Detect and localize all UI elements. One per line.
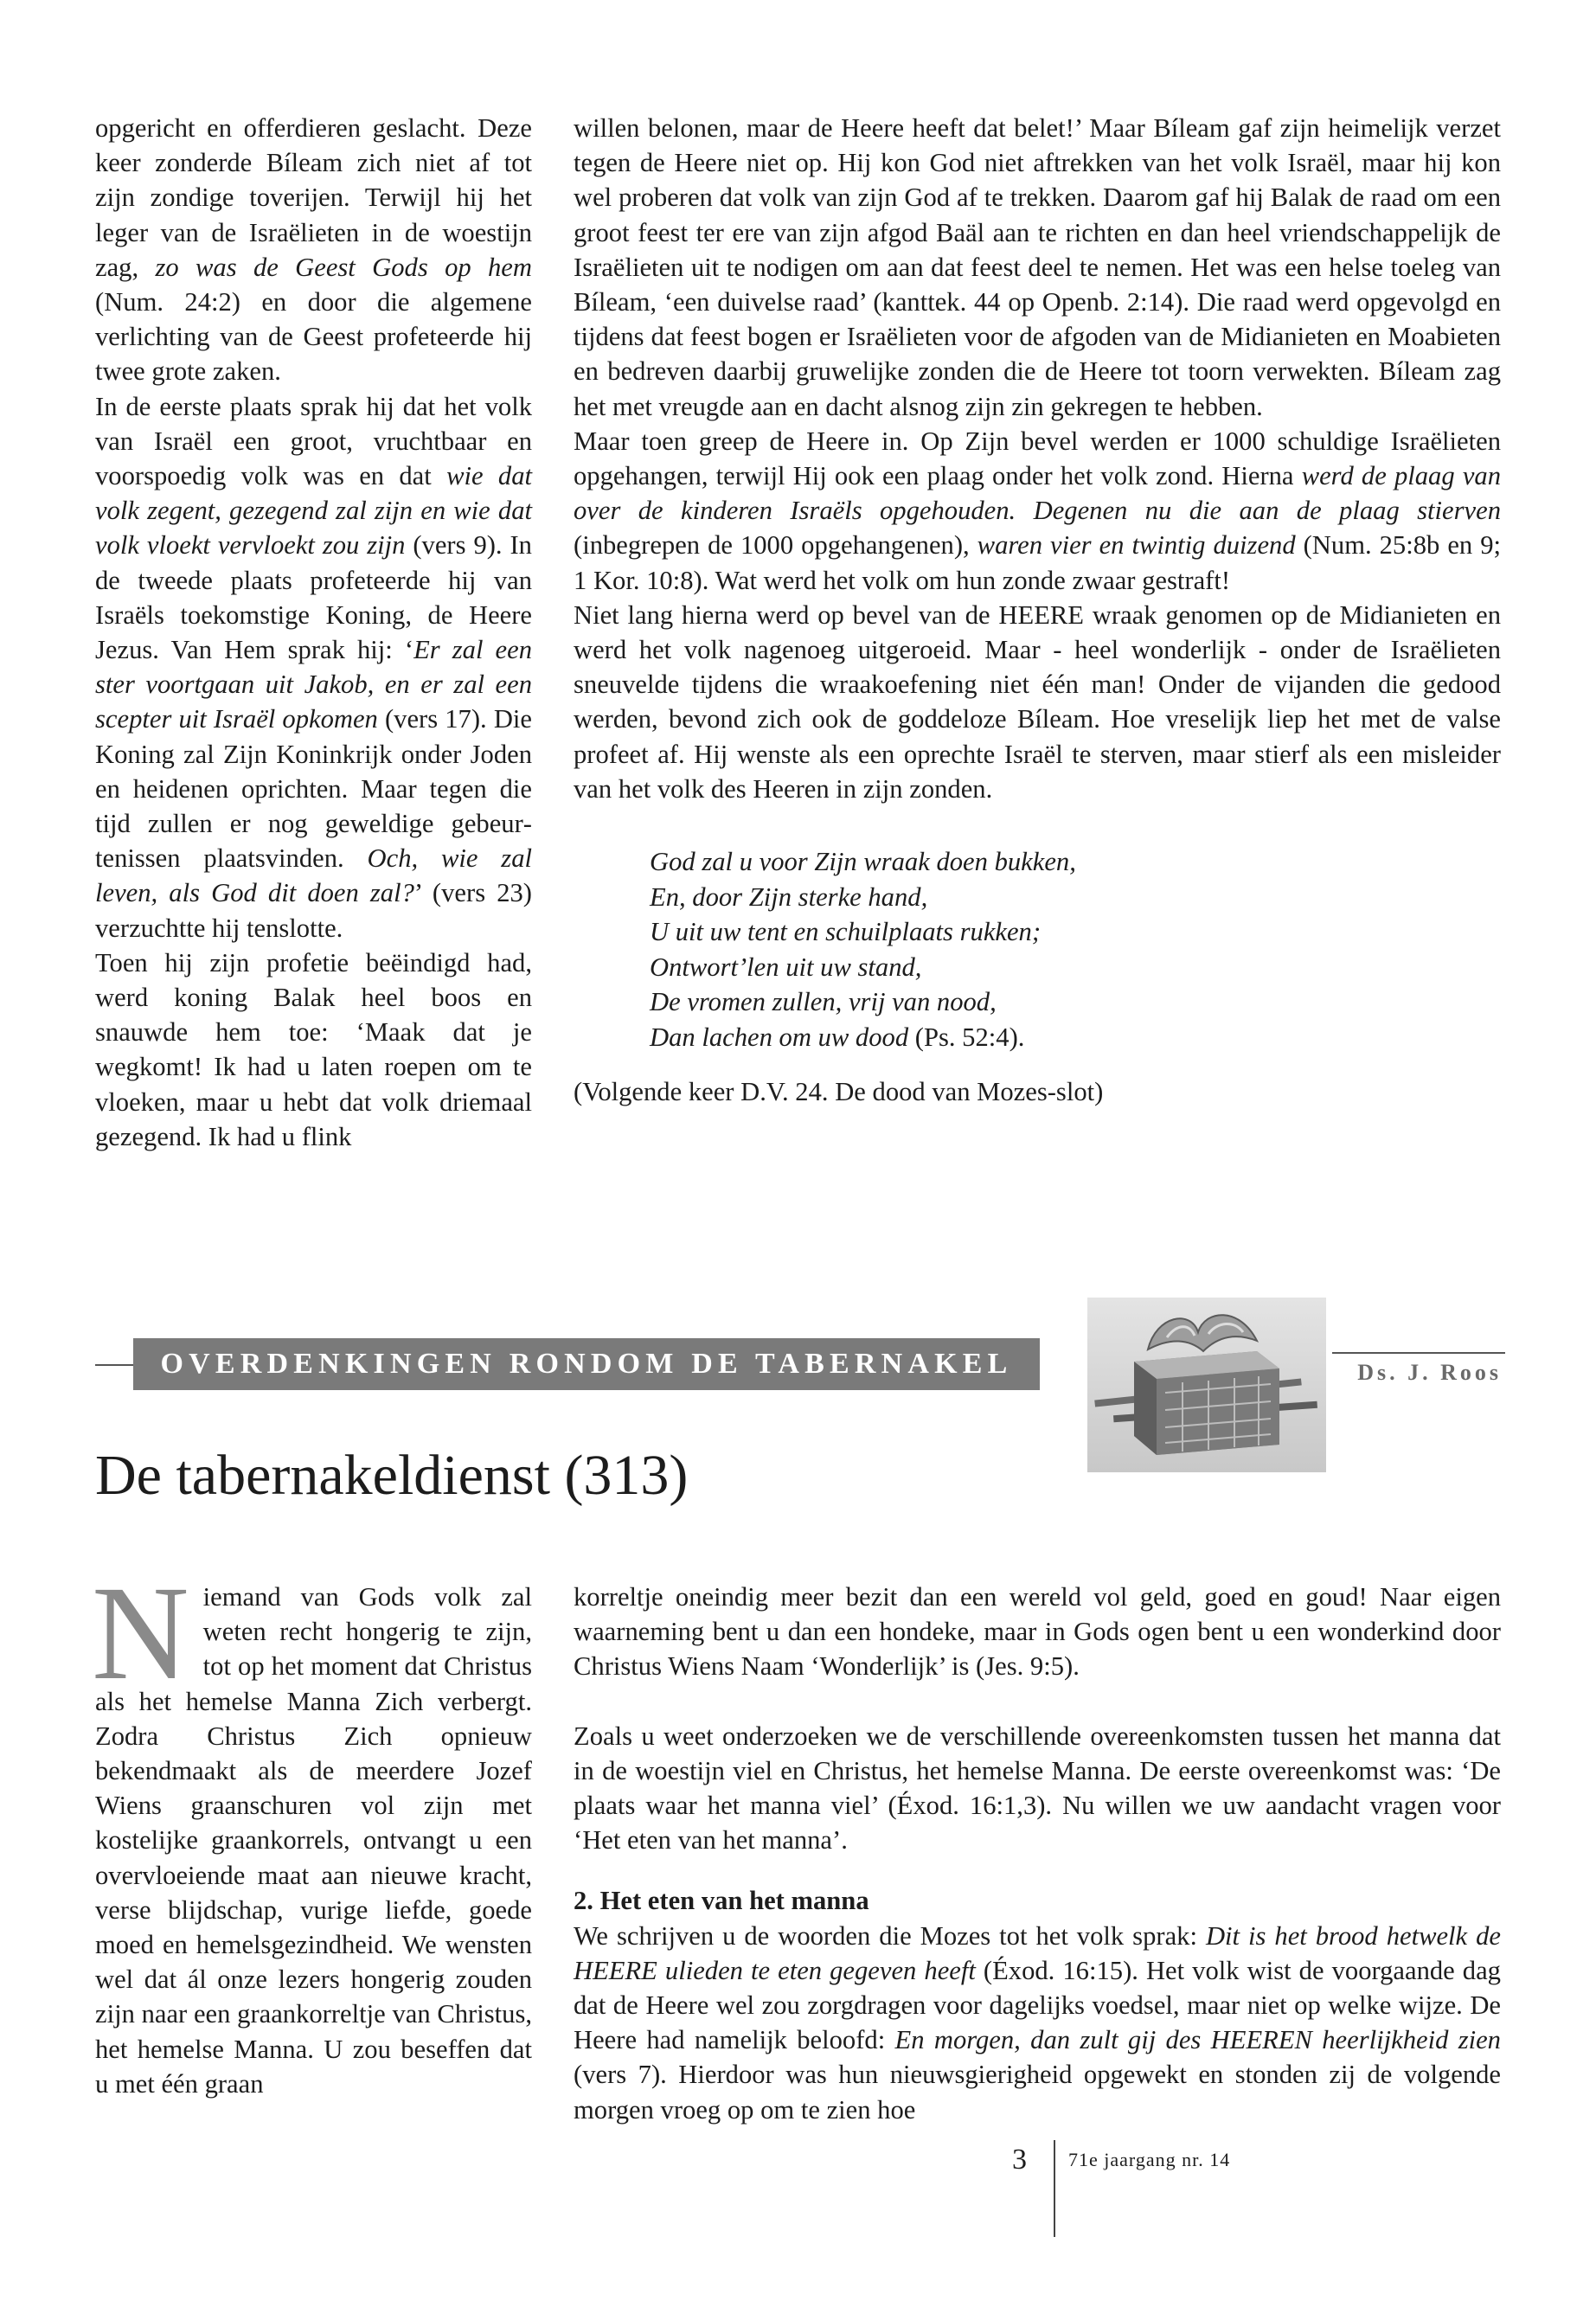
poem-line: God zal u voor Zijn wraak doen bukken, <box>650 847 1076 877</box>
article-column-4 <box>574 1580 1501 2127</box>
poem-line: U uit uw tent en schuilplaats rukken; <box>650 917 1042 947</box>
ark-of-covenant-photo <box>1087 1298 1326 1472</box>
article-column-1 <box>95 111 532 1154</box>
drop-cap: N <box>92 1558 189 1708</box>
paragraph: Maar toen greep de Heere in. Op Zijn bevel werden er 1000 schuldige Israëlieten opgehangen, terwijl Hij ook een plaag onder het volk zond. Hierna werd de plaag van over de kinderen Israëls opgehouden. Degenen nu die aan de plaag stierven (inbegrepen de 1000 opgehangenen), waren vier en twintig duizend (Num. 25:8b en 9; 1 Kor. 10:8). Wat werd het volk om hun zonde zwaar gestraft! <box>574 426 1501 595</box>
header-rule-left <box>95 1364 133 1366</box>
next-episode-note: (Volgende keer D.V. 24. De dood van Mozes-slot) <box>574 1076 1104 1106</box>
paragraph: Niet lang hierna werd op bevel van de HEERE wraak genomen op de Midianieten en werd het volk nagenoeg uitgeroeid. Maar - heel wonderlijk - onder de Israëlieten sneuvelde tijdens die wraakoefening niet één man! Onder de vijanden die gedood werden, bevond zich ook de goddeloze Bíleam. Hoe vreselijk liep het met de valse profeet af. Hij wenste als een oprechte Israël te sterven, maar stierf als een misleider van het volk des Heeren in zijn zonden. <box>574 599 1501 804</box>
section-label: OVERDENKINGEN RONDOM DE TABERNAKEL <box>133 1338 1040 1390</box>
footer-divider <box>1054 2140 1055 2237</box>
paragraph: willen belonen, maar de Heere heeft dat belet!’ Maar Bíleam gaf zijn heimelijk verzet tegen de Heere niet op. Hij kon God niet aftrekken van het volk Israël, maar hij kon wel proberen dat volk van zijn God af te trekken. Daarom gaf hij Balak de raad om een groot feest ter ere van zijn afgod Baäl aan te richten en dan heel vriendschappelijk de Israëlieten uit te nodigen om aan dat feest deel te nemen. Het was een helse toeleg van Bíleam, ‘een duivelse raad’ (kanttek. 44 op Openb. 2:14). Die raad werd opgevolgd en tijdens dat feest bogen er Israëlieten voor de afgoden van de Midianieten en Moabieten en bedreven daarbij gruwelijke zonden die de Heere tot toorn verwekten. Bíleam zag het met vreugde aan en dacht alsnog zijn zin gekregen te hebben. <box>574 113 1501 421</box>
poem-line: Dan lachen om uw dood (Ps. 52:4). <box>650 1022 1025 1053</box>
paragraph: Zoals u weet onderzoeken we de verschillende overeenkomsten tussen het manna dat in de woestijn viel en Christus, het hemelse Manna. De eerste overeenkomst was: ‘De plaats waar het manna viel’ (Éxod. 16:1,3). Nu willen we uw aandacht vragen voor ‘Het eten van het manna’. <box>574 1721 1501 1856</box>
paragraph: Toen hij zijn profetie beëindigd had, werd koning Balak heel boos en snauwde hem toe: ‘Maak dat je wegkomt! Ik had u laten roepen om te vloeken, maar u hebt dat volk driemaal gezegend. Ik had u flink <box>95 947 532 1151</box>
header-rule-right <box>1332 1352 1505 1354</box>
article-column-2 <box>574 111 1501 1109</box>
ark-icon <box>1087 1298 1326 1472</box>
poem-line: De vromen zullen, vrij van nood, <box>650 987 997 1017</box>
paragraph: We schrijven u de woorden die Mozes tot het volk sprak: Dit is het brood hetwelk de HEERE ulieden te eten gegeven heeft (Éxod. 16:15). Het volk wist de voorgaande dag dat de Heere wel zou zorgdragen voor dagelijks voedsel, maar niet op welke wijze. De Heere had namelijk beloofd: En morgen, dan zult gij des HEEREN heerlijkheid zien (vers 7). Hierdoor was hun nieuwsgierigheid opgewekt en stonden zij de volgende morgen vroeg op om te zien hoe <box>574 1920 1501 2125</box>
article-title: De tabernakeldienst (313) <box>95 1444 689 1507</box>
poem-line: Ontwort’len uit uw stand, <box>650 952 922 982</box>
author-name: Ds. J. Roos <box>1357 1360 1502 1385</box>
page-number: 3 <box>1012 2144 1027 2176</box>
paragraph: In de eerste plaats sprak hij dat het volk van Israël een groot, vruchtbaar en voorspoedig volk was en dat wie dat volk zegent, gezegend zal zijn en wie dat volk vloekt vervloekt zou zijn (vers 9). In de tweede plaats profeteerde hij van Israëls toekomstige Koning, de Heere Jezus. Van Hem sprak hij: ‘Er zal een ster voortgaan uit Jakob, en er zal een scepter uit Israël opkomen (vers 17). Die Koning zal Zijn Koninkrijk onder Joden en heidenen oprichten. Maar tegen die tijd zullen er nog geweldige gebeurtenissen plaatsvinden. Och, wie zal leven, als God dit doen zal?’ (vers 23) verzuchtte hij tenslotte. <box>95 391 532 943</box>
paragraph: opgericht en offerdieren geslacht. Deze keer zonderde Bíleam zich niet af tot zijn zondige toverijen. Terwijl hij het leger van de Israëlieten in de woestijn zag, zo was de Geest Gods op hem (Num. 24:2) en door die algemene verlichting van de Geest profeteerde hij twee grote zaken. <box>95 113 532 387</box>
subheading: 2. Het eten van het manna <box>574 1886 869 1916</box>
article-column-3 <box>92 1558 532 2101</box>
psalm-quote <box>650 844 1501 1055</box>
paragraph: korreltje oneindig meer bezit dan een wereld vol geld, goed en goud! Naar eigen waarneming bent u dan een hondeke, maar in Gods ogen bent u een wonderkind door Christus Wiens Naam ‘Wonderlijk’ is (Jes. 9:5). <box>574 1582 1501 1682</box>
poem-line: En, door Zijn sterke hand, <box>650 881 928 912</box>
issue-label: 71e jaargang nr. 14 <box>1068 2149 1231 2170</box>
paragraph: Niemand van Gods volk zal weten recht hongerig te zijn, tot op het moment dat Christus als het hemelse Manna Zich verbergt. Zodra Christus Zich opnieuw bekendmaakt als de meerdere Jozef Wiens graanschuren vol zijn met kostelijke graankorrels, ontvangt u een overvloeiende maat aan nieuwe kracht, verse blijdschap, vurige liefde, goede moed en hemelsgezindheid. We wensten wel dat ál onze lezers hongerig zouden zijn naar een graankorreltje van Christus, het hemelse Manna. U zou beseffen dat u met één graan <box>92 1558 532 2099</box>
